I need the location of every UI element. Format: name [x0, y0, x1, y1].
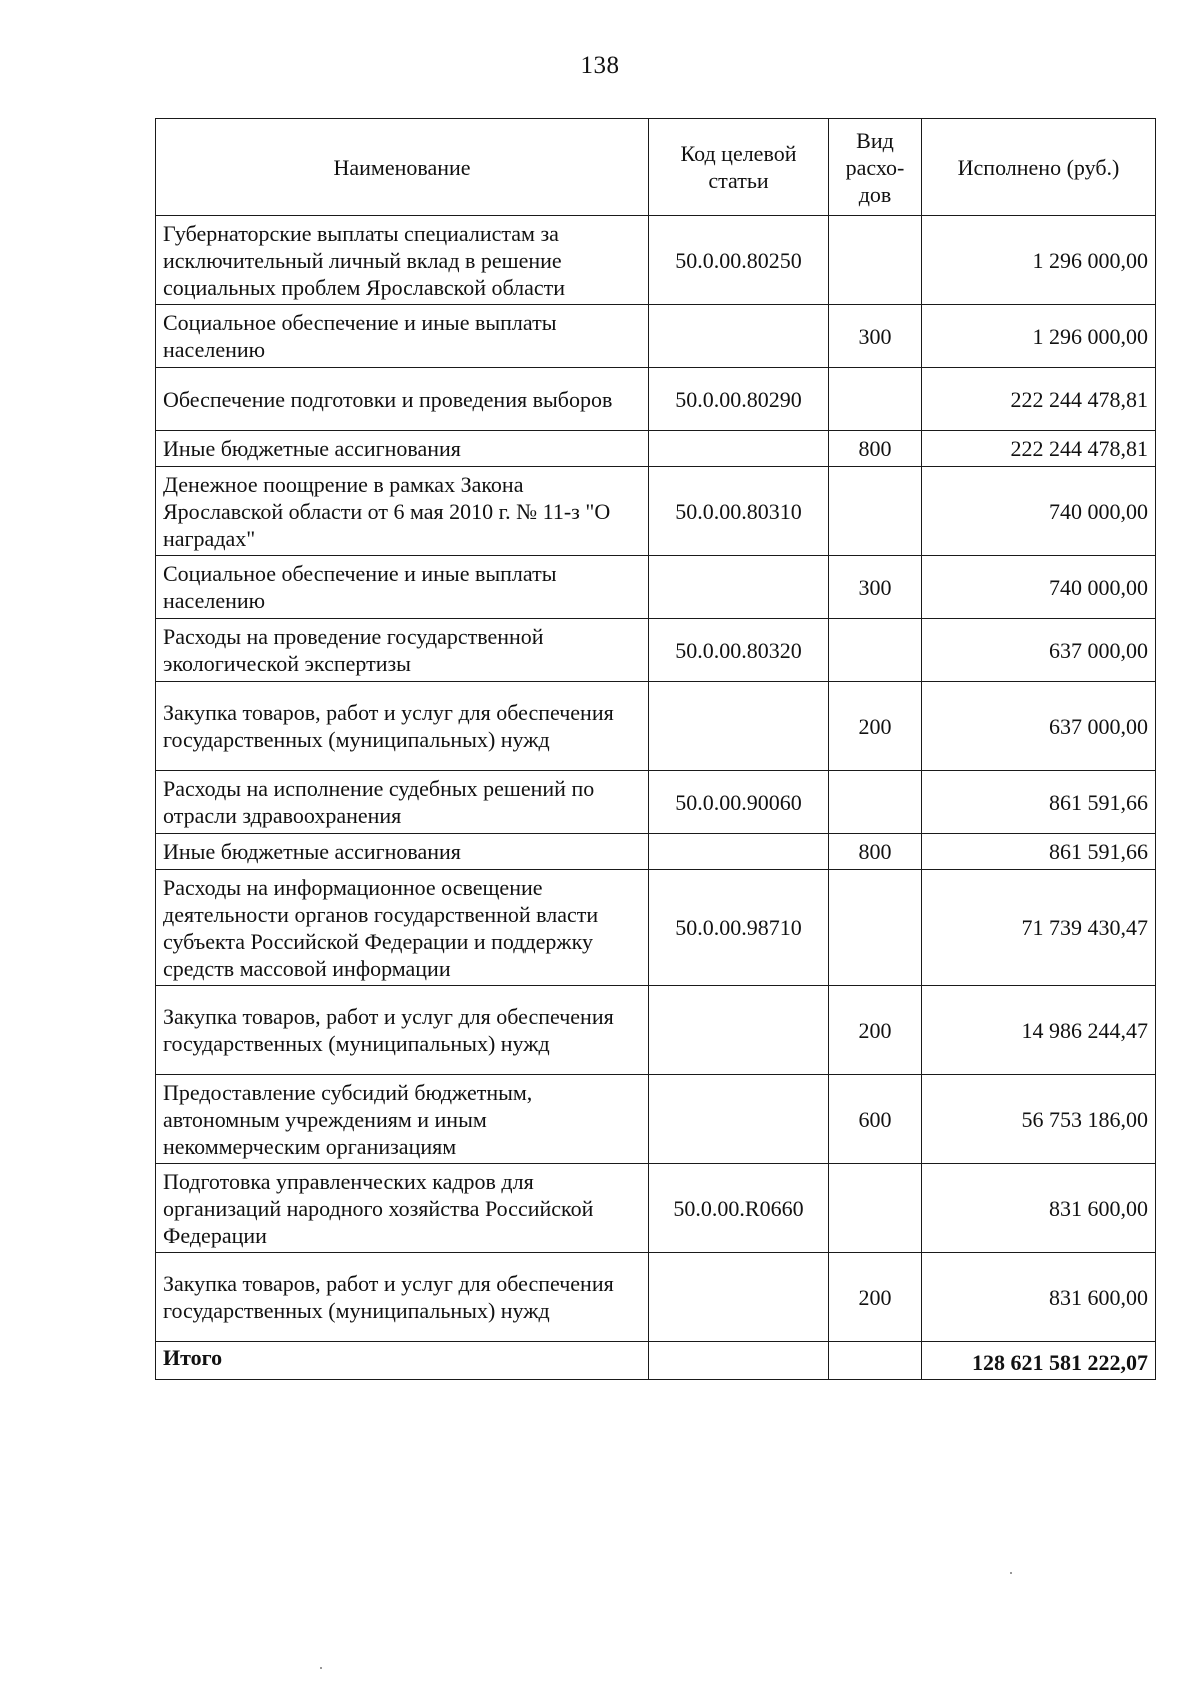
row-kind: [829, 216, 922, 305]
header-name: Наименование: [156, 119, 649, 216]
table-row: [156, 1075, 1156, 1164]
row-code: 50.0.00.80290: [649, 368, 829, 431]
row-kind: 200: [829, 986, 922, 1075]
row-amount: 637 000,00: [922, 619, 1156, 682]
row-code: [649, 556, 829, 619]
table-row: [156, 619, 1156, 682]
row-kind: [829, 619, 922, 682]
table-row: [156, 556, 1156, 619]
table-row: [156, 431, 1156, 467]
row-name: Социальное обеспечение и иные выплаты населению: [156, 556, 649, 619]
row-code: 50.0.00.80320: [649, 619, 829, 682]
row-kind: [829, 467, 922, 556]
row-code: 50.0.00.98710: [649, 870, 829, 986]
row-name: Обеспечение подготовки и проведения выборов: [156, 368, 649, 431]
table-row: [156, 368, 1156, 431]
header-code: Код целевой статьи: [649, 119, 829, 216]
row-kind: 800: [829, 834, 922, 870]
row-amount: 1 296 000,00: [922, 216, 1156, 305]
row-name: Социальное обеспечение и иные выплаты населению: [156, 305, 649, 368]
row-kind: [829, 368, 922, 431]
table-header-row: [156, 119, 1156, 216]
row-code: [649, 431, 829, 467]
row-code: [649, 834, 829, 870]
row-name: Закупка товаров, работ и услуг для обеспечения государственных (муниципальных) нужд: [156, 986, 649, 1075]
row-name: Иные бюджетные ассигнования: [156, 834, 649, 870]
row-amount: 1 296 000,00: [922, 305, 1156, 368]
row-amount: 71 739 430,47: [922, 870, 1156, 986]
budget-table: [155, 118, 1156, 1380]
table-row: [156, 467, 1156, 556]
row-name: Денежное поощрение в рамках Закона Ярославской области от 6 мая 2010 г. № 11-з "О наградах": [156, 467, 649, 556]
row-name: Иные бюджетные ассигнования: [156, 431, 649, 467]
table-row: [156, 305, 1156, 368]
row-name: Расходы на исполнение судебных решений по отрасли здравоохранения: [156, 771, 649, 834]
row-name: Закупка товаров, работ и услуг для обеспечения государственных (муниципальных) нужд: [156, 682, 649, 771]
table-row: [156, 1253, 1156, 1342]
row-kind: 300: [829, 556, 922, 619]
row-kind: [829, 870, 922, 986]
row-name: Расходы на проведение государственной экологической экспертизы: [156, 619, 649, 682]
header-amount: Исполнено (руб.): [922, 119, 1156, 216]
table-row: [156, 682, 1156, 771]
row-amount: 222 244 478,81: [922, 431, 1156, 467]
row-amount: 861 591,66: [922, 834, 1156, 870]
row-amount: 56 753 186,00: [922, 1075, 1156, 1164]
table-row: [156, 771, 1156, 834]
scan-speck: [320, 1667, 322, 1669]
table-row: [156, 870, 1156, 986]
row-kind: [829, 771, 922, 834]
row-name: Расходы на информационное освещение деятельности органов государственной власти субъекта Российской Федерации и поддержку средств массовой информации: [156, 870, 649, 986]
row-code: 50.0.00.R0660: [649, 1164, 829, 1253]
row-code: [649, 305, 829, 368]
row-kind: 300: [829, 305, 922, 368]
row-name: Губернаторские выплаты специалистам за исключительный личный вклад в решение социальных проблем Ярославской области: [156, 216, 649, 305]
row-amount: 14 986 244,47: [922, 986, 1156, 1075]
row-amount: 831 600,00: [922, 1253, 1156, 1342]
row-code: [649, 986, 829, 1075]
total-row: [156, 1342, 1156, 1380]
row-kind: 600: [829, 1075, 922, 1164]
row-code: 50.0.00.80250: [649, 216, 829, 305]
table-row: [156, 834, 1156, 870]
table-row: [156, 986, 1156, 1075]
total-label: Итого: [156, 1342, 649, 1380]
row-amount: 740 000,00: [922, 556, 1156, 619]
row-amount: 740 000,00: [922, 467, 1156, 556]
row-name: Подготовка управленческих кадров для организаций народного хозяйства Российской Федерации: [156, 1164, 649, 1253]
table-row: [156, 216, 1156, 305]
header-kind: Вид расхо-дов: [829, 119, 922, 216]
row-code: 50.0.00.90060: [649, 771, 829, 834]
row-name: Закупка товаров, работ и услуг для обеспечения государственных (муниципальных) нужд: [156, 1253, 649, 1342]
total-amount: 128 621 581 222,07: [922, 1342, 1156, 1380]
total-code: [649, 1342, 829, 1380]
row-kind: 200: [829, 1253, 922, 1342]
row-name: Предоставление субсидий бюджетным, автономным учреждениям и иным некоммерческим организациям: [156, 1075, 649, 1164]
row-kind: 800: [829, 431, 922, 467]
row-amount: 637 000,00: [922, 682, 1156, 771]
row-amount: 861 591,66: [922, 771, 1156, 834]
row-code: [649, 1253, 829, 1342]
row-code: [649, 682, 829, 771]
page-number: 138: [580, 52, 620, 79]
scan-speck: [1010, 1572, 1012, 1574]
row-amount: 222 244 478,81: [922, 368, 1156, 431]
table-row: [156, 1164, 1156, 1253]
row-amount: 831 600,00: [922, 1164, 1156, 1253]
row-kind: [829, 1164, 922, 1253]
row-code: [649, 1075, 829, 1164]
row-code: 50.0.00.80310: [649, 467, 829, 556]
total-kind: [829, 1342, 922, 1380]
row-kind: 200: [829, 682, 922, 771]
